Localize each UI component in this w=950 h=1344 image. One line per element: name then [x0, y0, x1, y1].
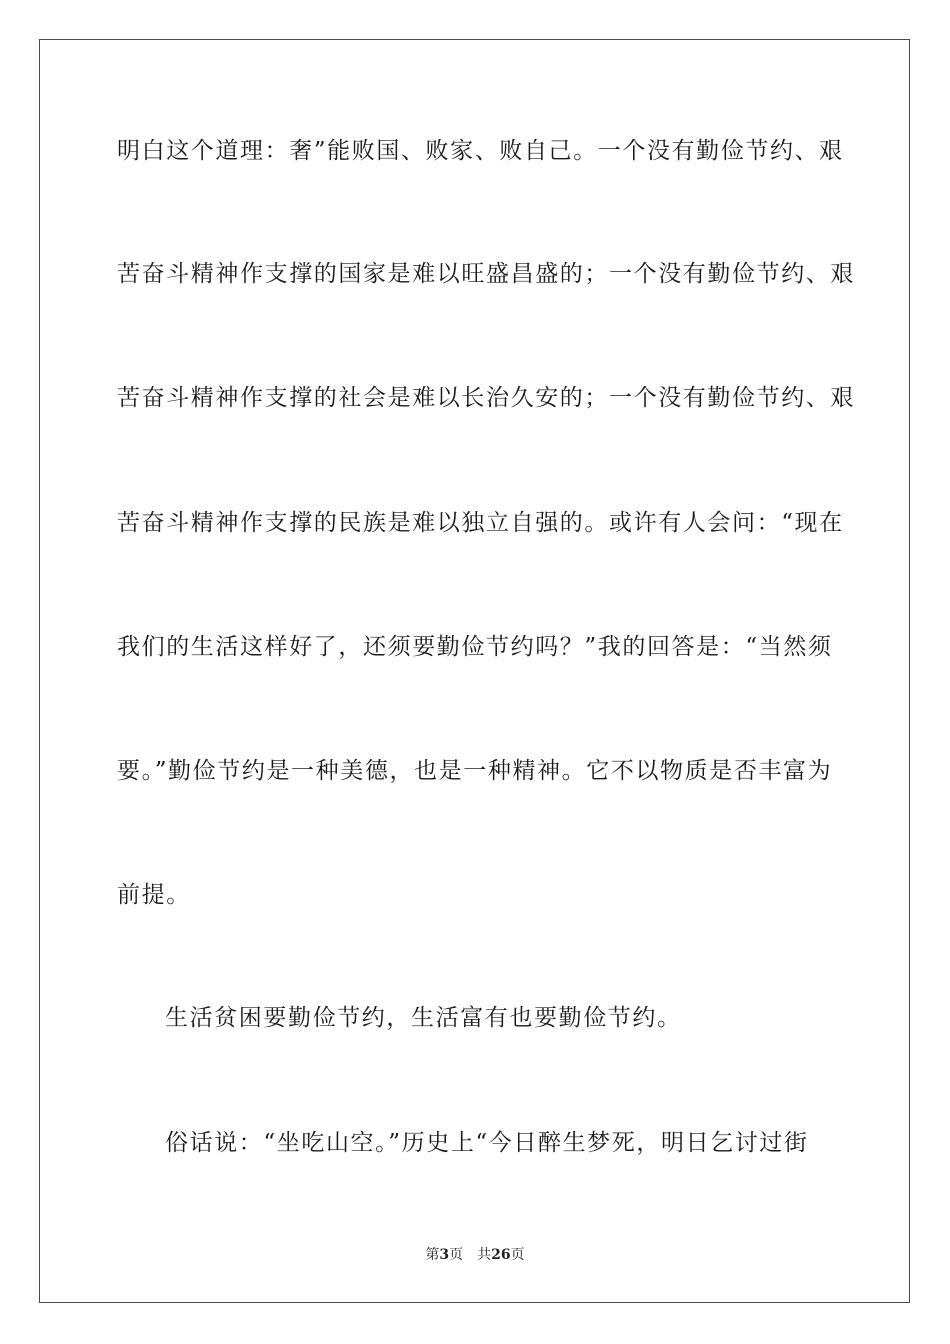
- text-line-4: 苦奋斗精神作支撑的民族是难以独立自强的。或许有人会问：“现在: [117, 510, 844, 536]
- page-current: 3: [439, 1247, 450, 1263]
- text-line-1: 明白这个道理：奢”能败国、败家、败自己。一个没有勤俭节约、艰: [117, 138, 844, 164]
- page-total: 26: [491, 1247, 511, 1263]
- paragraph-line-8: 生活贫困要勤俭节约，生活富有也要勤俭节约。: [165, 1005, 682, 1031]
- paragraph-line-9: 俗话说：“坐吃山空。”历史上“今日醉生梦死，明日乞讨过街: [165, 1130, 809, 1156]
- total-prefix: 共: [477, 1247, 492, 1263]
- page-footer: [0, 1246, 950, 1264]
- text-line-5: 我们的生活这样好了，还须要勤俭节约吗？”我的回答是：“当然须: [117, 634, 833, 660]
- text-line-7: 前提。: [117, 882, 191, 908]
- page-prefix: 第: [425, 1247, 440, 1263]
- page-border: [39, 39, 910, 1303]
- text-line-2: 苦奋斗精神作支撑的国家是难以旺盛昌盛的；一个没有勤俭节约、艰: [117, 261, 855, 287]
- page-unit: 页: [449, 1247, 464, 1263]
- total-unit: 页: [510, 1247, 525, 1263]
- text-line-3: 苦奋斗精神作支撑的社会是难以长治久安的；一个没有勤俭节约、艰: [117, 385, 855, 411]
- text-line-6: 要。”勤俭节约是一种美德，也是一种精神。它不以物质是否丰富为: [117, 758, 833, 784]
